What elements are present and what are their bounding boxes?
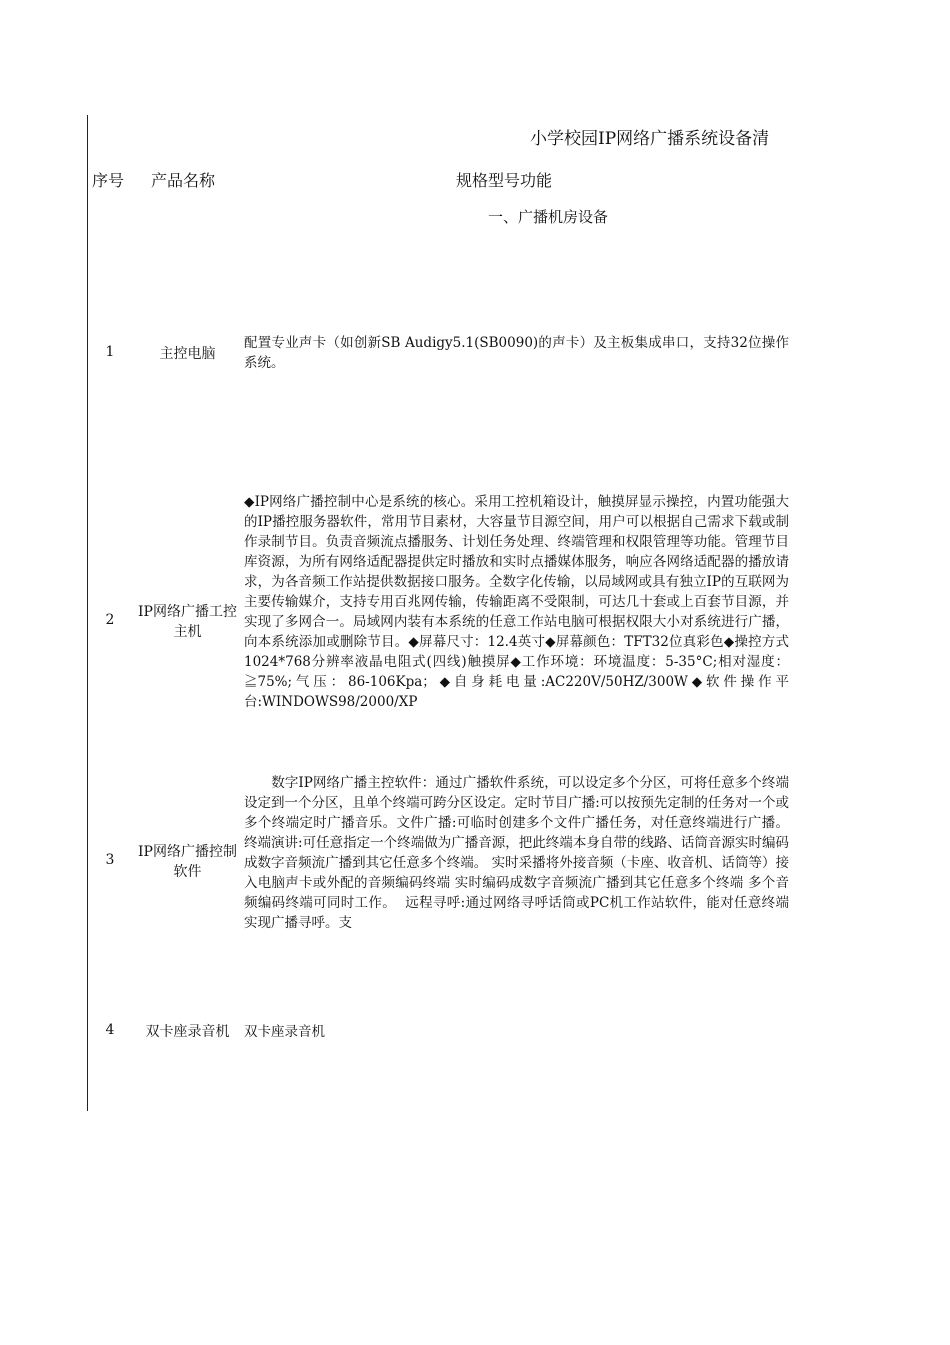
row-4-spec: 双卡座录音机: [244, 1024, 325, 1040]
row-4-name: 双卡座录音机: [145, 1024, 230, 1040]
row-1-name: 主控电脑: [159, 346, 216, 362]
row-3-index: 3: [105, 852, 115, 868]
document-title: 小学校园IP网络广播系统设备清: [530, 129, 770, 149]
row-4-index: 4: [105, 1022, 115, 1038]
row-2-spec: ◆IP网络广播控制中心是系统的核心。采用工控机箱设计，触摸屏显示操控，内置功能强大的IP播控服务器软件，常用节目素材，大容量节目源空间，用户可以根据自己需求下载或制作录制节目。负责音频流点播服务、计划任务处理、终端管理和权限管理等功能。管理节目库资源，为所有网络适配器提供定时播放和实时点播媒体服务，响应各网络适配器的播放请求，为各音频工作站提供数据接口服务。全数字化传输，以局域网或具有独立IP的互联网为主要传输媒介，支持专用百兆网传输，传输距离不受限制，可达几十套或上百套节目源，并实现了多网合一。局域网内装有本系统的任意工作站电脑可根据权限大小对系统进行广播，向本系统添加或删除节目。◆屏幕尺寸：12.4英寸◆屏幕颜色：TFT32位真彩色◆操控方式1024*768分辨率液晶电阻式(四线)触摸屏◆工作环境：环境温度：5-35°C;相对湿度：≧75%;气压：86-106Kpa；◆自身耗电量:AC220V/50HZ/300W◆软件操作平台:WINDOWS98/2000/XP: [244, 494, 789, 710]
header-index: 序号: [92, 171, 125, 190]
header-spec: 规格型号功能: [456, 171, 553, 190]
row-3-spec: 数字IP网络广播主控软件：通过广播软件系统，可以设定多个分区，可将任意多个终端设定到一个分区，且单个终端可跨分区设定。定时节目广播:可以按预先定制的任务对一个或多个终端定时广播音乐。文件广播:可临时创建多个文件广播任务，对任意终端进行广播。 终端演讲:可任意指定一个终端做为广播音源，把此终端本身自带的线路、话筒音源实时编码成数字音频流广播到其它任意多个终端。 实时采播将外接音频（卡座、收音机、话筒等）接入电脑声卡或外配的音频编码终端 实时编码成数字音频流广播到其它任意多个终端 多个音频编码终端可同时工作。 远程寻呼:通过网络寻呼话筒或PC机工作站软件，能对任意终端实现广播寻呼。支: [244, 775, 794, 931]
header-product-name: 产品名称: [151, 171, 216, 190]
row-2-index: 2: [105, 612, 115, 628]
left-border-line: [87, 115, 88, 1111]
row-3-name: IP网络广播控制软件: [138, 844, 237, 880]
section-title: 一、广播机房设备: [488, 208, 609, 226]
row-1-spec: 配置专业声卡（如创新SB Audigy5.1(SB0090)的声卡）及主板集成串口，支持32位操作系统。: [244, 335, 789, 371]
row-1-index: 1: [105, 344, 115, 360]
row-2-name: IP网络广播工控主机: [138, 604, 237, 640]
